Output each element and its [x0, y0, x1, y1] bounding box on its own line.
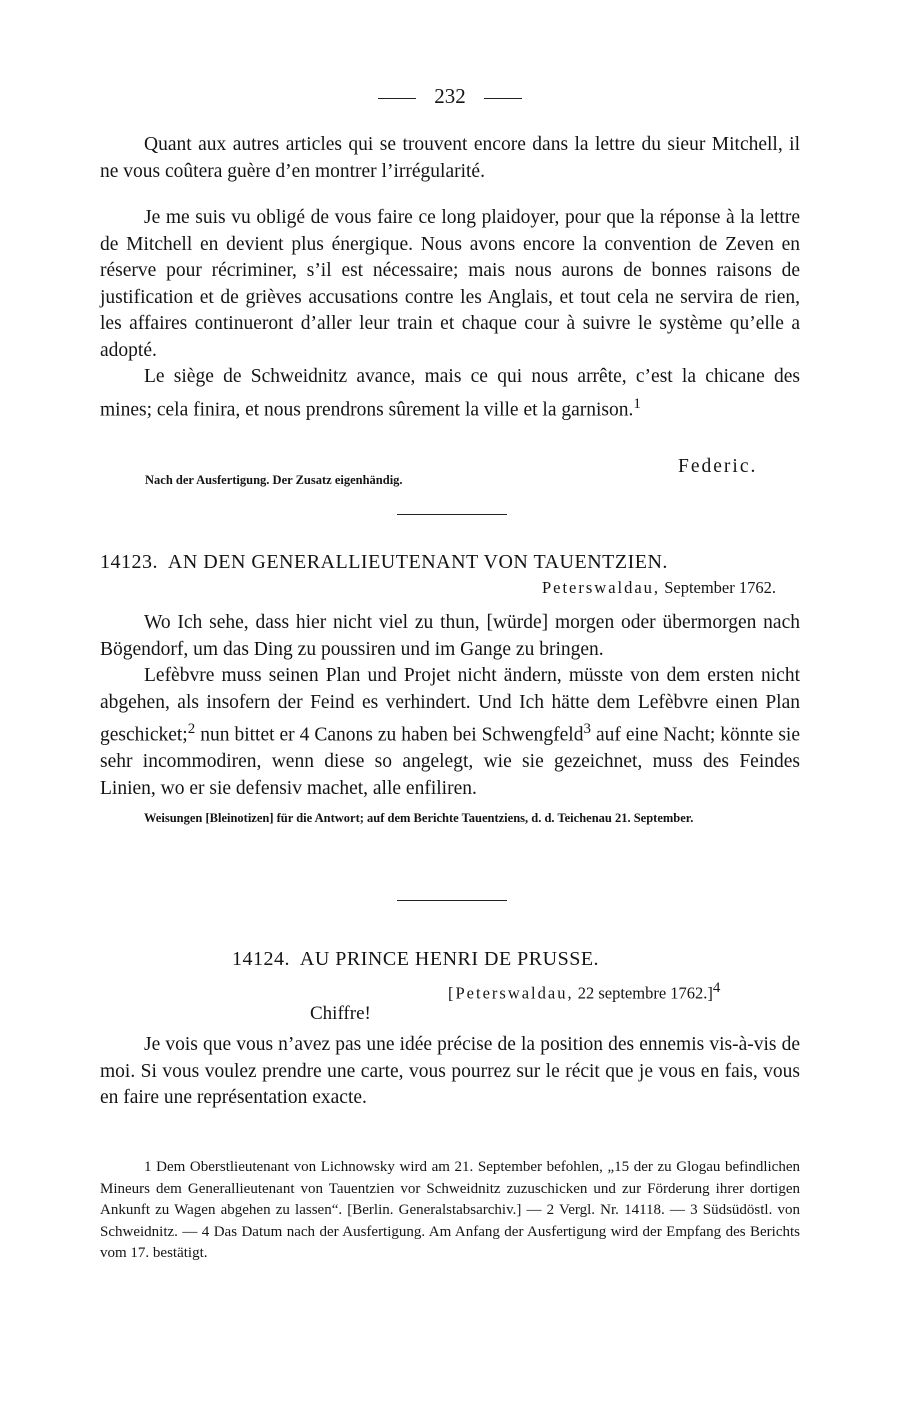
letter-title: AN DEN GENERALLIEUTENANT VON TAUENTZIEN. — [167, 551, 668, 573]
section-separator — [397, 900, 507, 901]
letter-14123 — [100, 551, 800, 827]
footnote-marker: 3 — [583, 721, 591, 737]
page-number: 232 — [434, 84, 466, 108]
header-rule-left — [378, 98, 416, 99]
page-header — [0, 84, 900, 109]
letter-14124 — [100, 1032, 800, 1112]
dateline — [100, 578, 800, 598]
paragraph-text: nun bittet er 4 Canons zu haben bei Schwengfeld — [195, 724, 584, 746]
footnote-marker: 2 — [187, 721, 196, 737]
letter-heading — [100, 551, 800, 574]
footnote-text: 1 Dem Oberstlieutenant von Lichnowsky wird am 21. September befohlen, „15 der zu Glogau befindlichen Mineurs dem Generallieutenant von Tauentzien vor Schweidnitz zuzuschicken und zur Förderung ihrer dortigen Ankunft zu Wagen abgehen zu lassen“. [Berlin. Generalstabsarchiv.] — 2 Vergl. Nr. 14118. — 3 Südsüdöstl. von Schweidnitz. — 4 Das Datum nach der Ausfertigung. Am Anfang der Ausfertigung wird der Empfang des Berichts vom 17. bestätigt. — [100, 1159, 800, 1261]
header-rule-right — [484, 98, 522, 99]
place: Peterswaldau, — [541, 578, 661, 597]
paragraph: Wo Ich sehe, dass hier nicht viel zu thun, [würde] morgen oder übermorgen nach Bögendorf, um das Ding zu poussiren und im Gange zu bringen. — [100, 612, 800, 660]
paragraph-text: Lefèbvre muss seinen Plan und Projet nicht ändern, müsste von dem ersten nicht abgehen, als insofern der Feind es verhindert. Und Ich hätte dem Lefèbvre einen Plan geschicket; — [100, 665, 800, 746]
dateline — [448, 980, 720, 1004]
footnote-marker: 1 — [633, 395, 641, 412]
source-note: Weisungen [Bleinotizen] für die Antwort; auf dem Berichte Tauentziens, d. d. Teichenau 21. September. — [144, 811, 694, 825]
paragraph: Je vois que vous n’avez pas une idée précise de la position des ennemis vis-à-vis de moi. Si vous voulez prendre une carte, vous pourrez sur le récit que je vous en fais, vous en faire une représentation exacte. — [100, 1034, 800, 1108]
paragraph — [100, 364, 800, 424]
paragraph-text: auf eine Nacht; könnte sie sehr incommodiren, wenn diese so angelegt, wie sie gezeichnet, muss des Feindes Linien, wo er sie defensiv machet, alle enfiliren. — [100, 724, 800, 799]
signature: Federic. — [678, 456, 758, 477]
date: 22 septembre 1762.] — [577, 983, 713, 1003]
letter-title: AU PRINCE HENRI DE PRUSSE. — [299, 948, 600, 970]
cipher-label: Chiffre! — [310, 1003, 371, 1024]
letter-number: 14124. — [232, 948, 290, 970]
paragraph-text: Le siège de Schweidnitz avance, mais ce qui nous arrête, c’est la chicane des mines; cela finira, et nous prendrons sûrement la ville et la garnison. — [100, 366, 800, 420]
paragraph — [100, 663, 800, 802]
letter-continuation — [100, 132, 800, 424]
letter-number: 14123. — [100, 551, 158, 573]
source-note: Nach der Ausfertigung. Der Zusatz eigenhändig. — [145, 473, 403, 487]
section-separator — [397, 514, 507, 515]
footnote-marker: 4 — [712, 980, 721, 996]
date: September 1762. — [664, 578, 776, 597]
paragraph: Quant aux autres articles qui se trouvent encore dans la lettre du sieur Mitchell, il ne vous coûtera guère d’en montrer l’irrégularité. — [100, 134, 800, 182]
place: [Peterswaldau, — [448, 983, 574, 1003]
footnotes — [100, 1157, 800, 1265]
paragraph: Je me suis vu obligé de vous faire ce long plaidoyer, pour que la réponse à la lettre de Mitchell en devient plus énergique. Nous avons encore la convention de Zeven en réserve pour récriminer, s’il est nécessaire; mais nous aurons de bonnes raisons de justification et de grièves accusations contre les Anglais, et tout cela ne servira de rien, les affaires continueront d’aller leur train et chaque cour à suivre le système qu’elle a adopté. — [100, 207, 800, 361]
letter-heading — [232, 948, 599, 971]
